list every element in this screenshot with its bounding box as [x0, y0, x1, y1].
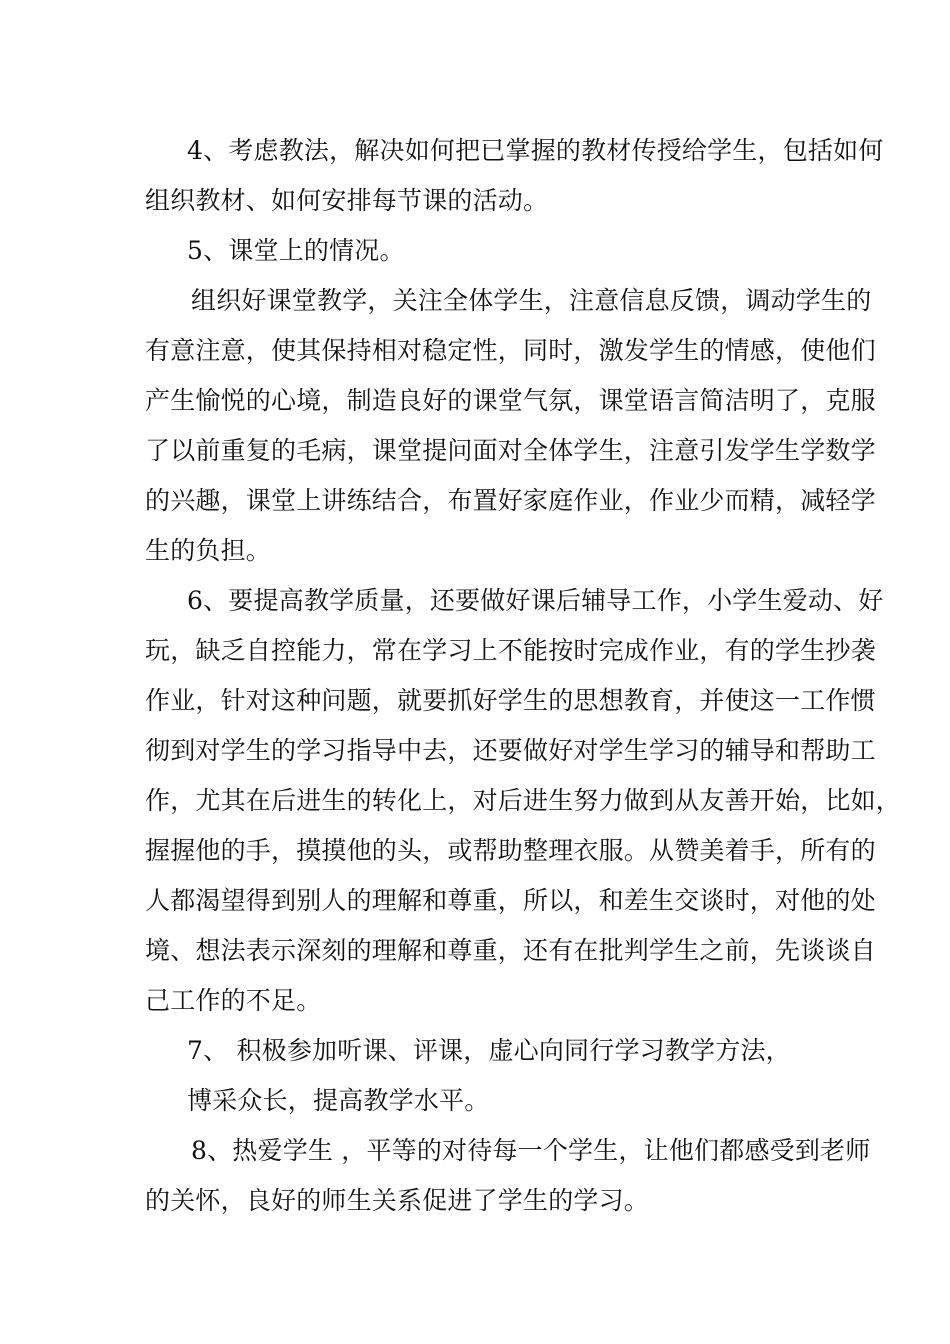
text-line-1: 4、考虑教法，解决如何把已掌握的教材传授给学生，包括如何 [187, 136, 884, 165]
text-line-16: 人都渴望得到别人的理解和尊重，所以，和差生交谈时，对他的处 [145, 886, 876, 915]
text-line-15: 握握他的手，摸摸他的头，或帮助整理衣服。从赞美着手，所有的 [145, 836, 876, 865]
text-line-19: 7、 积极参加听课、评课，虚心向同行学习教学方法， [187, 1036, 791, 1065]
text-line-13: 彻到对学生的学习指导中去，还要做好对学生学习的辅导和帮助工 [145, 736, 876, 765]
text-line-17: 境、想法表示深刻的理解和尊重，还有在批判学生之前，先谈谈自 [145, 936, 876, 965]
text-line-10: 6、要提高教学质量，还要做好课后辅导工作，小学生爱动、好 [187, 586, 884, 615]
text-line-9: 生的负担。 [145, 536, 272, 565]
text-line-20: 博采众长，提高教学水平。 [187, 1086, 490, 1115]
text-line-5: 有意注意，使其保持相对稳定性，同时，激发学生的情感，使他们 [145, 336, 876, 365]
text-line-3: 5、课堂上的情况。 [187, 236, 405, 265]
text-line-22: 的关怀，良好的师生关系促进了学生的学习。 [145, 1186, 650, 1215]
text-line-8: 的兴趣，课堂上讲练结合，布置好家庭作业，作业少而精，减轻学 [145, 486, 876, 515]
text-line-4: 组织好课堂教学，关注全体学生，注意信息反馈，调动学生的 [191, 286, 872, 315]
text-line-12: 作业，针对这种问题，就要抓好学生的思想教育，并使这一工作惯 [145, 686, 876, 715]
text-line-21: 8、热爱学生 ，平等的对待每一个学生，让他们都感受到老师 [191, 1136, 871, 1165]
text-line-7: 了以前重复的毛病，课堂提问面对全体学生，注意引发学生学数学 [145, 436, 876, 465]
text-line-6: 产生愉悦的心境，制造良好的课堂气氛，课堂语言简洁明了，克服 [145, 386, 876, 415]
text-line-18: 己工作的不足。 [145, 986, 322, 1015]
text-line-14: 作，尤其在后进生的转化上，对后进生努力做到从友善开始，比如， [145, 786, 902, 815]
text-line-2: 组织教材、如何安排每节课的活动。 [145, 186, 549, 215]
text-line-11: 玩，缺乏自控能力，常在学习上不能按时完成作业，有的学生抄袭 [145, 636, 876, 665]
